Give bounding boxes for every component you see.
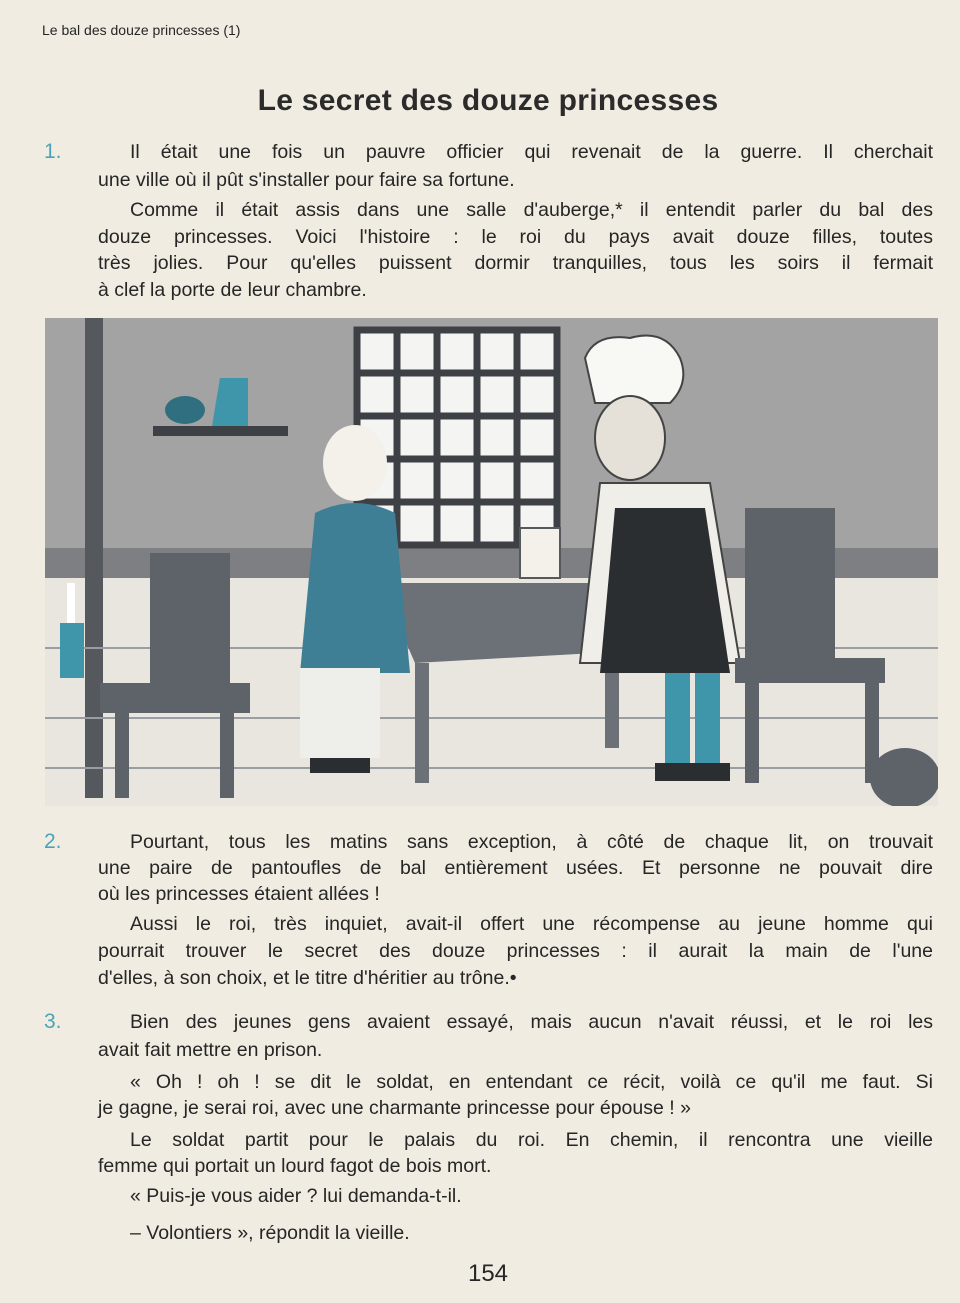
coffee-pot [520,528,560,578]
text-line: pourrait trouver le secret des douze princesses : il aurait la main de l'une [98,940,933,962]
tavern-illustration [45,318,938,806]
text-line: Le soldat partit pour le palais du roi. En chemin, il rencontra une vieille [130,1129,933,1151]
text-line: « Puis-je vous aider ? lui demanda-t-il. [130,1185,462,1207]
section-number: 2. [44,830,62,853]
text-line: Bien des jeunes gens avaient essayé, mais aucun n'avait réussi, et le roi les [130,1011,933,1033]
page-title: Le secret des douze princesses [257,84,719,117]
text-line: Il était une fois un pauvre officier qui revenait de la guerre. Il cherchait [130,141,933,163]
text-line: « Oh ! oh ! se dit le soldat, en entendant ce récit, voilà ce qu'il me faut. Si [130,1071,933,1093]
section-number: 1. [44,140,62,163]
section-number: 3. [44,1010,62,1033]
text-line: Comme il était assis dans une salle d'auberge,* il entendit parler du bal des [130,199,933,221]
text-line: à clef la porte de leur chambre. [98,279,367,301]
running-header: Le bal des douze princesses (1) [42,22,241,38]
text-line: douze princesses. Voici l'histoire : le roi du pays avait douze filles, toutes [98,226,933,248]
text-line: Aussi le roi, très inquiet, avait-il offert une récompense au jeune homme qui [130,913,933,935]
text-line: d'elles, à son choix, et le titre d'héritier au trône.• [98,967,517,989]
text-line: femme qui portait un lourd fagot de bois mort. [98,1155,492,1177]
text-line: très jolies. Pour qu'elles puissent dormir tranquilles, tous les soirs il fermait [98,252,933,274]
text-line: avait fait mettre en prison. [98,1039,323,1061]
text-line: je gagne, je serai roi, avec une charmante princesse pour épouse ! » [98,1097,691,1119]
text-line: où les princesses étaient allées ! [98,883,380,905]
text-line: Pourtant, tous les matins sans exception, à côté de chaque lit, on trouvait [130,831,933,853]
text-line: – Volontiers », répondit la vieille. [130,1222,410,1244]
text-line: une paire de pantoufles de bal entièrement usées. Et personne ne pouvait dire [98,857,933,879]
page-number: 154 [467,1260,509,1287]
text-line: une ville où il pût s'installer pour faire sa fortune. [98,169,515,191]
